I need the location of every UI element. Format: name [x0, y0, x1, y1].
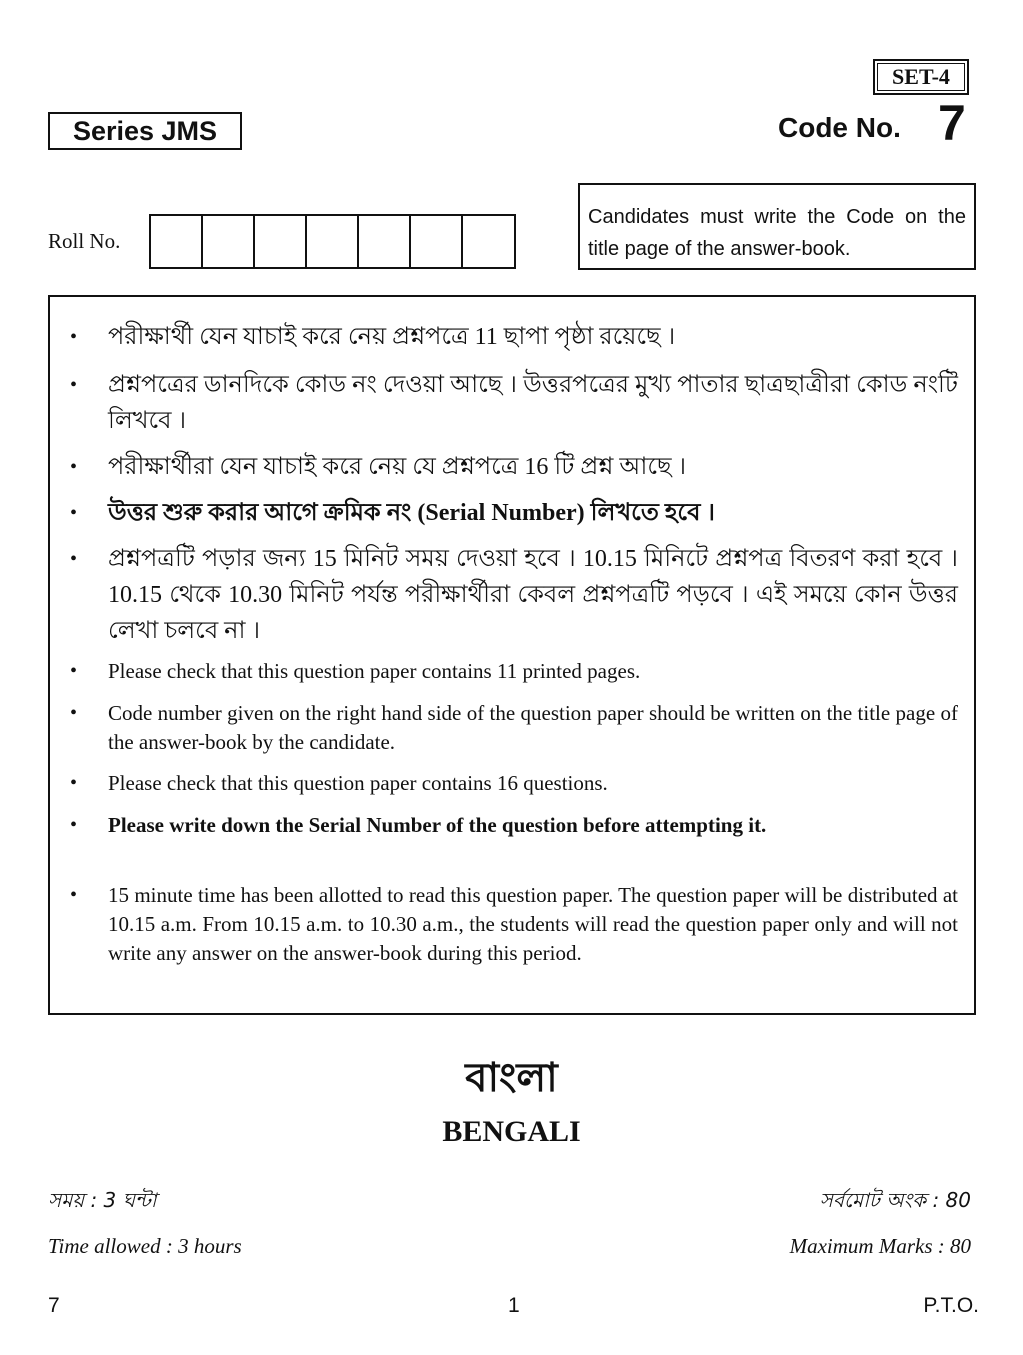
time-allowed: Time allowed : 3 hours — [48, 1234, 242, 1258]
code-number: 7 — [938, 95, 966, 151]
roll-number-label: Roll No. — [48, 229, 121, 253]
instruction-text: Please check that this question paper contains 16 questions. — [108, 771, 608, 795]
instruction-text: পরীক্ষার্থী যেন যাচাই করে নেয় প্রশ্নপত্রে 11 ছাপা পৃষ্ঠা রয়েছে । — [108, 324, 676, 350]
time-bengali: সময় : 3 ঘন্টা — [48, 1188, 157, 1212]
roll-number-box[interactable] — [463, 216, 514, 267]
footer-code: 7 — [48, 1294, 60, 1317]
roll-number-box[interactable] — [359, 216, 411, 267]
instruction-text: Please check that this question paper contains 11 printed pages. — [108, 659, 641, 683]
instruction-text: Please write down the Serial Number of the question before attempting it. — [108, 813, 767, 837]
roll-number-box[interactable] — [411, 216, 463, 267]
instruction-text: পরীক্ষার্থীরা যেন যাচাই করে নেয় যে প্রশ্নপত্রে 16 টি প্রশ্ন আছে । — [108, 454, 687, 480]
candidate-note: Candidates must write the Code on the title page of the answer-book. — [578, 183, 976, 270]
subject-title-bengali: বাংলা — [465, 1055, 558, 1101]
roll-number-boxes[interactable] — [149, 214, 516, 269]
roll-number-box[interactable] — [255, 216, 307, 267]
set-label: SET-4 — [873, 59, 969, 95]
roll-number-box[interactable] — [151, 216, 203, 267]
code-label: Code No. — [778, 112, 901, 143]
instructions-box: • পরীক্ষার্থী যেন যাচাই করে নেয় প্রশ্নপত্রে 11 ছাপা পৃষ্ঠা রয়েছে । • প্রশ্নপত্রের ডানদিকে কোড নং দেওয়া আছে । উত্তরপত্রের মুখ্য পাতার ছাত্রছাত্রীরা কোড নংটি লিখবে । • পরীক্ষার্থীরা যেন যাচাই করে নেয় যে প্রশ্নপত্রে 16 টি প্রশ্ন আছে । • উত্তর শুরু করার আগে ক্রমিক নং (Serial Number) লিখতে হবে । • প্রশ্নপত্রটি পড়ার জন্য 15 মিনিট সময় দেওয়া হবে । 10.15 মিনিটে প্রশ্নপত্র বিতরণ করা হবে । 10.15 থেকে 10.30 মিনিট পর্যন্ত পরীক্ষার্থীরা কেবল প্রশ্নপত্রটি পড়বে । এই সময়ে কোন উত্তর লেখা চলবে না । • Please check that this question paper contains 11 printed pages. • Code number given on the right hand side of the question paper should be written on the title page of the answer-book by the candidate. • Please check that this question paper contains 16 questions. • Please write down the Serial Number of the question before attempting it. • 15 minute time has been allotted to read this question paper. The question paper will be distributed at 10.15 a.m. From 10.15 a.m. to 10.30 a.m., the students will read the question paper only and will not write any answer on the answer-book during this period. — [48, 295, 976, 1015]
instruction-text: উত্তর শুরু করার আগে ক্রমিক নং (Serial Number) লিখতে হবে । — [108, 500, 716, 526]
page-number: 1 — [508, 1294, 520, 1317]
maximum-marks: Maximum Marks : 80 — [789, 1234, 971, 1258]
roll-number-box[interactable] — [203, 216, 255, 267]
marks-bengali: সর্বমোট অংক : 80 — [819, 1188, 971, 1212]
instruction-text: প্রশ্নপত্রটি পড়ার জন্য 15 মিনিট সময় দেওয়া হবে । 10.15 মিনিটে প্রশ্নপত্র বিতরণ করা হবে । 10.15 থেকে 10.30 মিনিট পর্যন্ত পরীক্ষার্থীরা কেবল প্রশ্নপত্রটি পড়বে । এই সময়ে কোন উত্তর লেখা চলবে না । — [108, 546, 958, 644]
please-turn-over: P.T.O. — [923, 1294, 979, 1317]
roll-number-box[interactable] — [307, 216, 359, 267]
instruction-text: 15 minute time has been allotted to read this question paper. The question paper will be distributed at 10.15 a.m. From 10.15 a.m. to 10.30 a.m., the students will read the question paper only and will not write any answer on the answer-book during this period. — [108, 883, 958, 965]
instruction-text: প্রশ্নপত্রের ডানদিকে কোড নং দেওয়া আছে । উত্তরপত্রের মুখ্য পাতার ছাত্রছাত্রীরা কোড নংটি লিখবে । — [108, 372, 958, 434]
instruction-text: Code number given on the right hand side of the question paper should be written on the title page of the answer-book by the candidate. — [108, 701, 958, 754]
subject-title-english: BENGALI — [442, 1115, 581, 1148]
series-label: Series JMS — [48, 112, 242, 150]
